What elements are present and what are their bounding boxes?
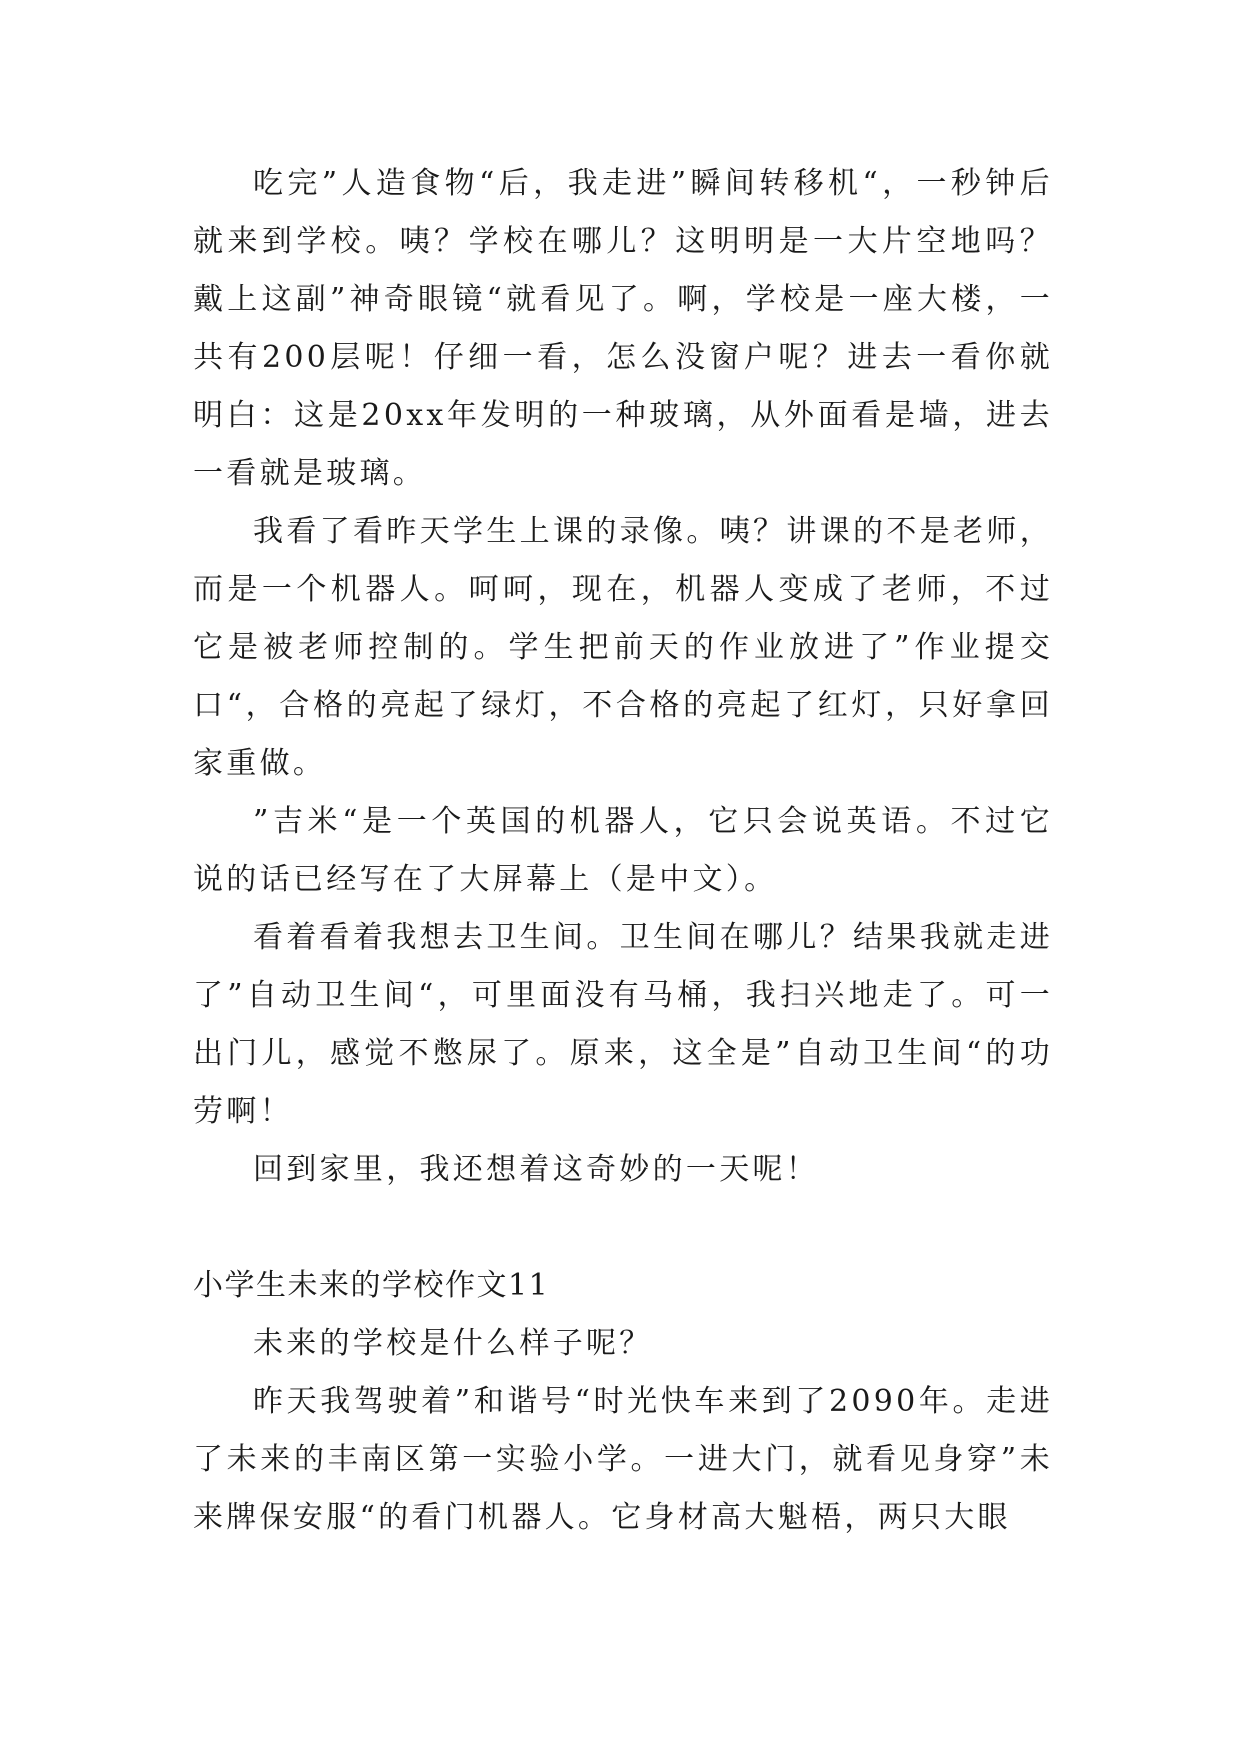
paragraph-1: 吃完”人造食物“后，我走进”瞬间转移机“，一秒钟后就来到学校。咦？学校在哪儿？这明明是一大片空地吗？戴上这副”神奇眼镜“就看见了。啊，学校是一座大楼，一共有200层呢！仔细一看，怎么没窗户呢？进去一看你就明白：这是20xx年发明的一种玻璃，从外面看是墙，进去一看就是玻璃。: [193, 166, 1053, 491]
paragraph-5: 回到家里，我还想着这奇妙的一天呢！: [253, 1152, 820, 1187]
section-title: 小学生未来的学校作文11: [193, 1268, 550, 1303]
paragraph-6: 未来的学校是什么样子呢？: [253, 1326, 653, 1361]
paragraph-7: 昨天我驾驶着”和谐号“时光快车来到了2090年。走进了未来的丰南区第一实验小学。一进大门，就看见身穿”未来牌保安服“的看门机器人。它身材高大魁梧，两只大眼: [193, 1384, 1053, 1535]
paragraph-4: 看着看着我想去卫生间。卫生间在哪儿？结果我就走进了”自动卫生间“，可里面没有马桶，我扫兴地走了。可一出门儿，感觉不憋尿了。原来，这全是”自动卫生间“的功劳啊！: [193, 920, 1053, 1129]
paragraph-3: ”吉米“是一个英国的机器人，它只会说英语。不过它说的话已经写在了大屏幕上（是中文）。: [193, 804, 1053, 897]
document-body: [193, 155, 1053, 1547]
paragraph-2: 我看了看昨天学生上课的录像。咦？讲课的不是老师，而是一个机器人。呵呵，现在，机器人变成了老师，不过它是被老师控制的。学生把前天的作业放进了”作业提交口“，合格的亮起了绿灯，不合格的亮起了红灯，只好拿回家重做。: [193, 514, 1053, 781]
